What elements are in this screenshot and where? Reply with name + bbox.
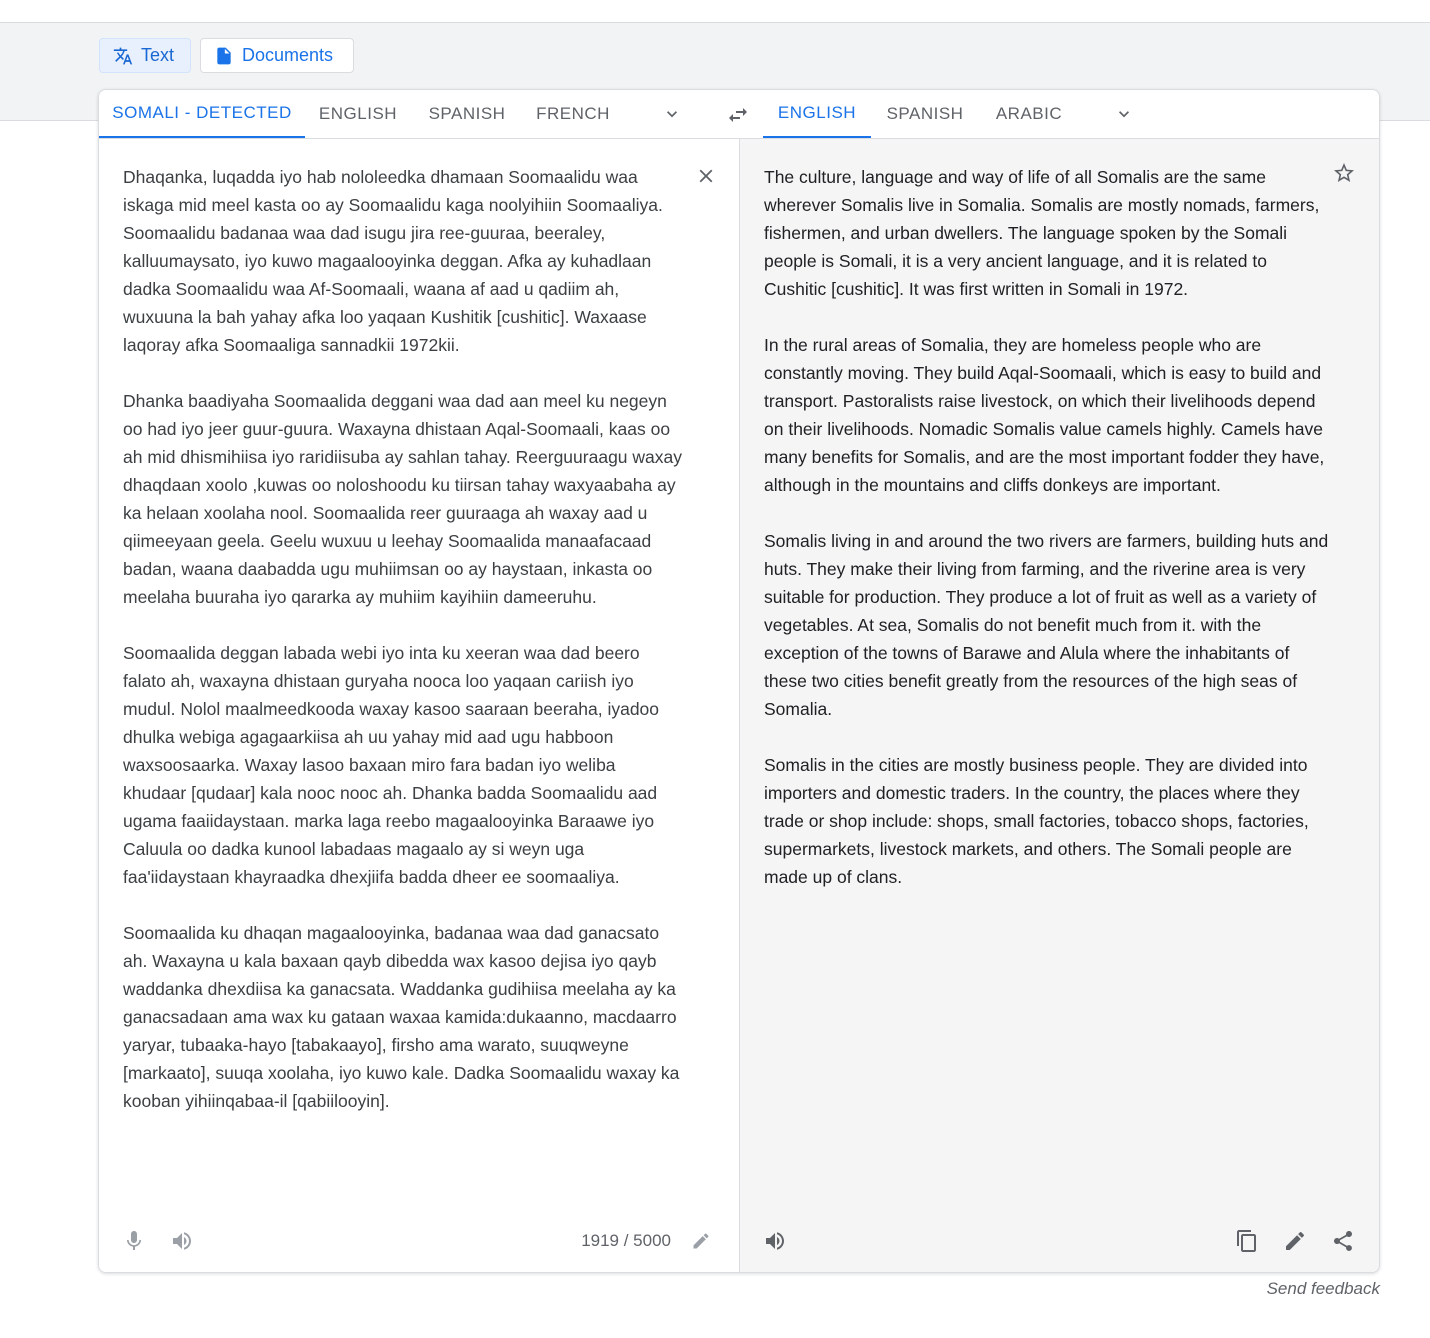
target-lang-english[interactable]: ENGLISH — [763, 90, 871, 138]
translation-paragraph: The culture, language and way of life of all Somalis are the same wherever Somalis live in Somalia. Somalis are mostly nomads, farmers, fishermen, and urban dwellers. The language spoken by the Somali people is Somali, it is a very ancient language, and it is related to Cushitic [cushitic]. It was first written in Somali in 1972. — [764, 167, 1320, 299]
listen-source-button[interactable] — [170, 1229, 194, 1253]
target-lang-spanish[interactable]: SPANISH — [886, 104, 964, 123]
microphone-button[interactable] — [122, 1229, 146, 1253]
save-translation-button[interactable] — [1332, 161, 1356, 185]
target-lang-arabic[interactable]: ARABIC — [995, 104, 1063, 123]
microphone-icon — [122, 1229, 146, 1253]
document-icon — [214, 46, 234, 66]
language-bar — [99, 90, 1379, 139]
chevron-down-icon — [1114, 104, 1134, 124]
source-pane[interactable] — [99, 139, 739, 1273]
copy-translation-button[interactable] — [1235, 1229, 1259, 1253]
documents-mode-label: Documents — [242, 45, 334, 65]
text-mode-label: Text — [141, 45, 175, 65]
handwrite-button[interactable] — [691, 1231, 711, 1251]
translation-output — [764, 163, 1329, 919]
copy-icon — [1235, 1229, 1259, 1253]
source-lang-spanish[interactable]: SPANISH — [428, 104, 506, 123]
send-feedback-link[interactable]: Send feedback — [1266, 1279, 1380, 1298]
translation-paragraph: Somalis in the cities are mostly business people. They are divided into importers and domestic traders. In the country, the places where they trade or shop include: shops, small factories, tobacco shops, factories, supermarkets, livestock markets, and others. The Somali people are made up of clans. — [764, 755, 1309, 887]
translate-icon — [113, 46, 133, 66]
source-paragraph: Soomaalida ku dhaqan magaalooyinka, badanaa waa dad ganacsato ah. Waxayna u kala baxaan qayb dibedda wax kasoo dejisa iyo qayb waddanka dhexdiisa ka ganacsata. Waddanka gudihiisa meelaha ay ka ganacsadaan ama wax ku gataan waxaa kamida:dukaanno, macdaarro yaryar, tubaaka-hayo [tabakaayo], firsho ama warato, suuqweyne [markaato], suuqa xoolaha, iyo kuwo kale. Dadka Soomaalidu waxay ka kooban yihiinqabaa-il [qabiilooyin]. — [123, 923, 680, 1111]
chevron-down-icon — [662, 104, 682, 124]
translation-card — [98, 89, 1380, 1273]
text-mode-button[interactable] — [99, 38, 191, 73]
documents-mode-button[interactable] — [200, 38, 354, 73]
share-translation-button[interactable] — [1331, 1229, 1355, 1253]
share-icon — [1331, 1229, 1355, 1253]
source-lang-detected[interactable]: SOMALI - DETECTED — [99, 90, 305, 138]
source-paragraph: Soomaalida deggan labada webi iyo inta ku xeeran waa dad beero falato ah, waxayna dhistaan guryaha nooca loo yaqaan cariish iyo mudul. Nolol maalmeedkooda waxay kasoo saaraan beeraha, iyadoo dhulka webiga agagaarkiisa ah uu yahay mid aad ugu habboon waxsoosaarka. Waxay lasoo baxaan miro fara badan iyo weliba khudaar [qudaar] kala nooc nooc ah. Dhanka badda Soomaalidu aad ugama faaiidaystaan. marka laga reebo magaalooyinka Baraawe iyo Caluula oo dadka kunool labadaas magaalo ay si weyn uga faa'iidaystaan khayraadka dhexjiifa badda dheer ee soomaaliya. — [123, 643, 660, 887]
source-textarea[interactable] — [123, 163, 683, 1143]
translation-paragraph: In the rural areas of Somalia, they are homeless people who are constantly moving. They build Aqal-Soomaali, which is easy to build and transport. Pastoralists raise livestock, on which their livelihoods depend on their livelihoods. Nomadic Somalis value camels highly. Camels have many benefits for Somalis, and are the most important fodder they have, although in the mountains and cliffs donkeys are important. — [764, 335, 1325, 495]
listen-translation-button[interactable] — [763, 1229, 787, 1253]
speaker-icon — [763, 1229, 787, 1253]
edit-translation-button[interactable] — [1283, 1229, 1307, 1253]
clear-source-button[interactable] — [695, 165, 717, 187]
swap-icon — [726, 103, 750, 127]
character-count: 1919 / 5000 — [581, 1231, 671, 1250]
source-lang-english[interactable]: ENGLISH — [318, 104, 398, 123]
translation-pane — [739, 139, 1379, 1273]
star-icon — [1332, 161, 1356, 185]
swap-languages-button[interactable] — [726, 103, 750, 127]
pencil-icon — [691, 1231, 711, 1251]
target-lang-dropdown[interactable] — [1114, 104, 1134, 124]
source-paragraph: Dhanka baadiyaha Soomaalida deggani waa dad aan meel ku negeyn oo had iyo jeer guur-guura. Waxayna dhistaan Aqal-Soomaali, kaas oo ah mid dhismihiisa iyo raridiisuba ay sahlan tahay. Reerguuraagu waxay dhaqdaan xoolo ,kuwas oo noloshoodu ku tiirsan tahay waxyaabaha ay ka helaan xoolaha nool. Soomaalida reer guuraaga ah waxay aad u qiimeeyaan geela. Geelu wuxuu u leehay Soomaalida manaafacaad badan, waana daabadda ugu muhiimsan oo ay haystaan, inkasta oo meelaha buuraha iyo qararka ay muhiim kayihiin dameeruhu. — [123, 391, 683, 607]
translation-paragraph: Somalis living in and around the two rivers are farmers, building huts and huts. They make their living from farming, and the riverine area is very suitable for production. They produce a lot of fruit as well as a variety of vegetables. At sea, Somalis do not benefit much from it. with the exception of the towns of Barawe and Alula where the inhabitants of these two cities benefit greatly from the resources of the high seas of Somalia. — [764, 531, 1329, 719]
close-icon — [695, 165, 717, 187]
speaker-icon — [170, 1229, 194, 1253]
source-lang-french[interactable]: FRENCH — [536, 104, 610, 123]
source-paragraph: Dhaqanka, luqadda iyo hab nololeedka dhamaan Soomaalidu waa iskaga mid meel kasta oo ay Soomaalidu kaga noolyihiin Soomaaliya. Soomaalidu badanaa waa dad isugu jira ree-guuraa, beeraley, kalluumaysato, iyo kuwo magaalooyinka deggan. Afka ay kuhadlaan dadka Soomaalidu waa Af-Soomaali, waana af aad u qadiim ah, wuxuuna la bah yahay afka loo yaqaan Kushitik [cushitic]. Waxaase laqoray afka Soomaaliga sannadkii 1972kii. — [123, 167, 663, 355]
source-lang-dropdown[interactable] — [662, 104, 682, 124]
pencil-icon — [1283, 1229, 1307, 1253]
